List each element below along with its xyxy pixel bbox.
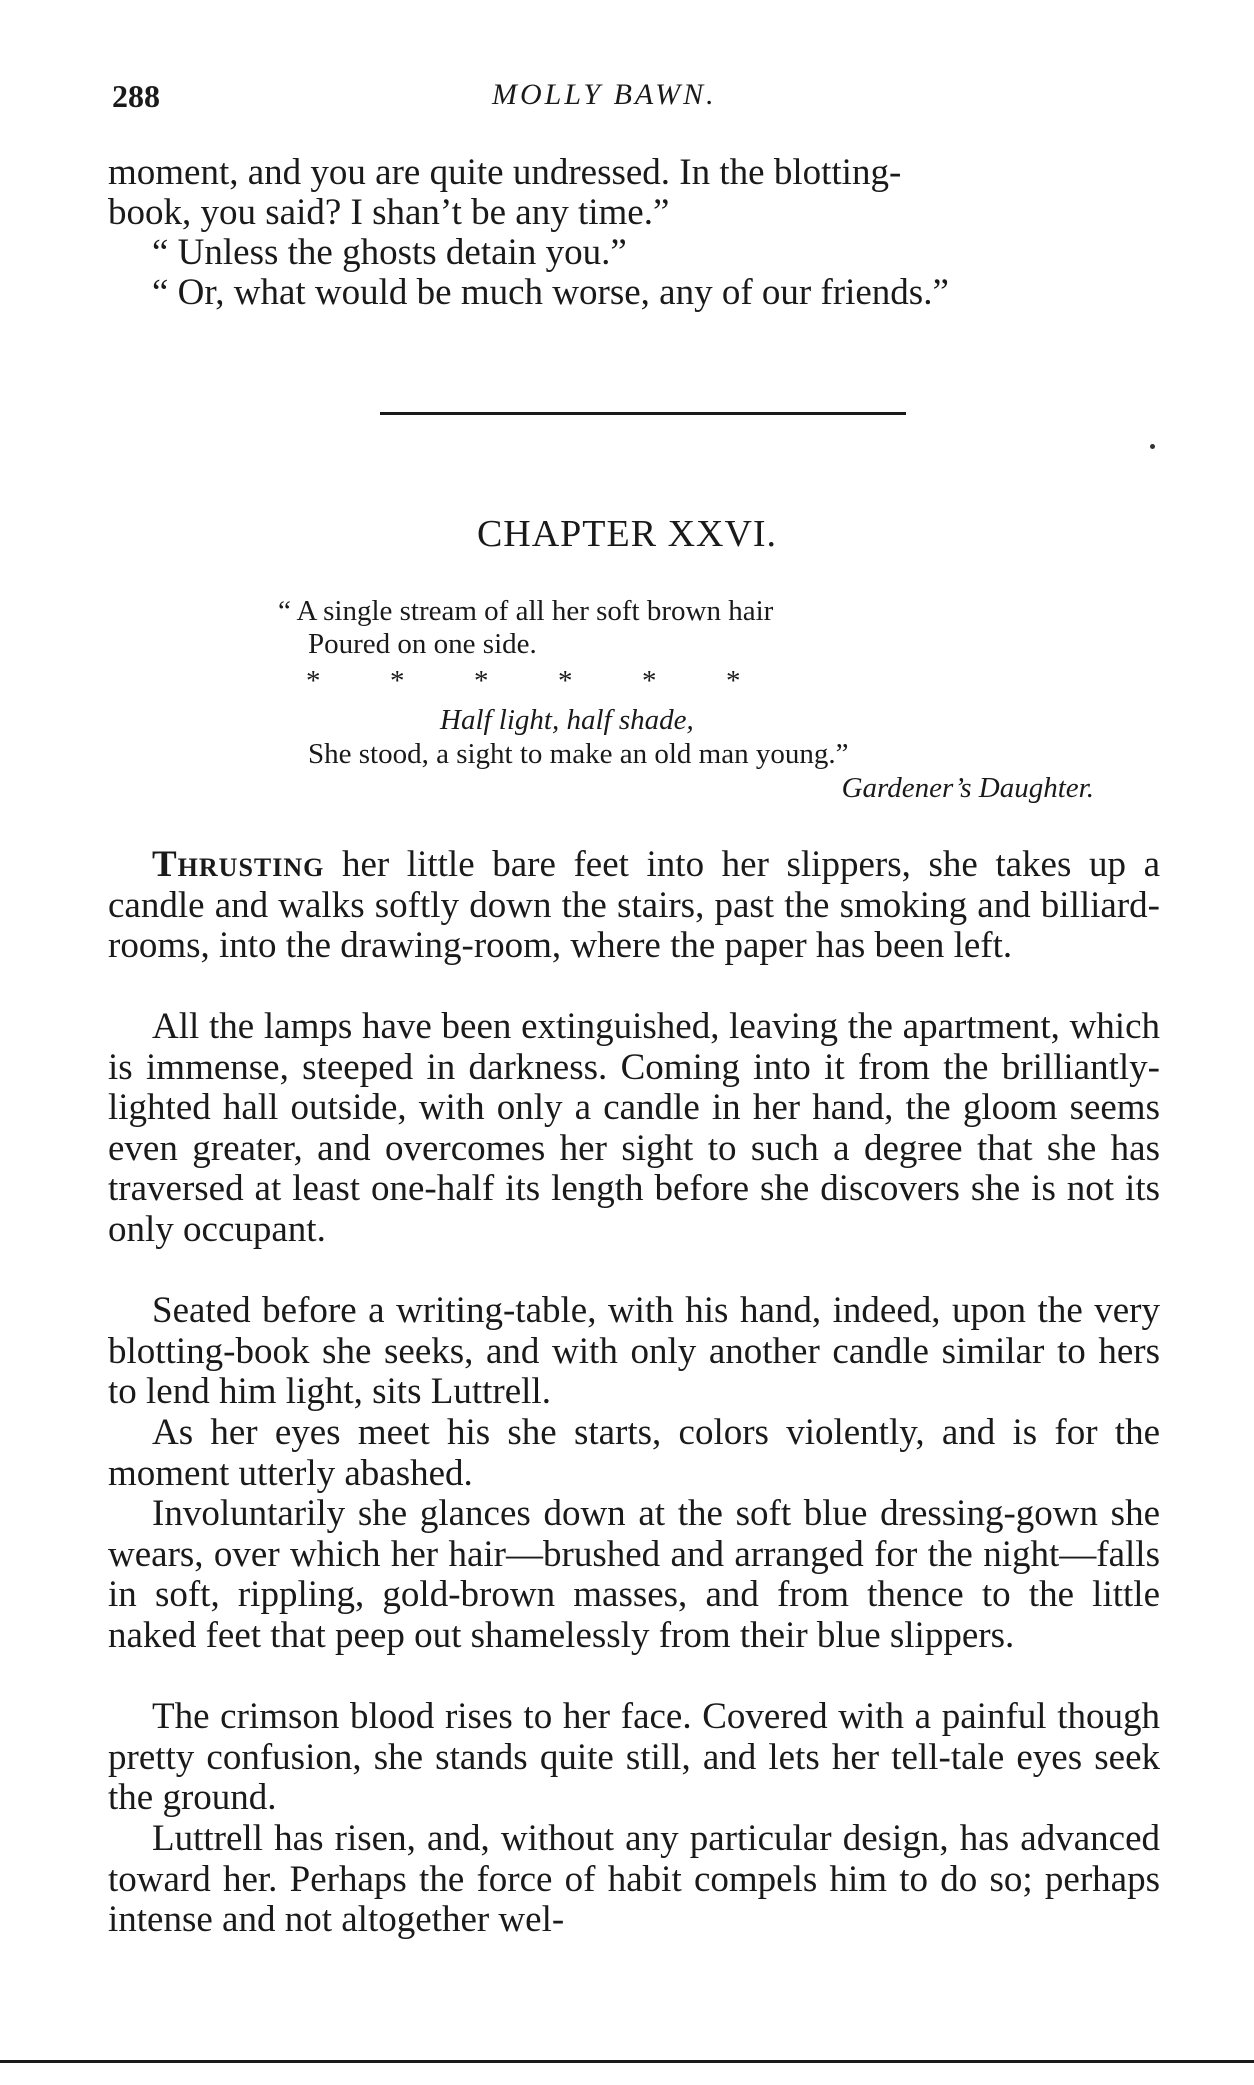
epigraph-line-4: She stood, a sight to make an old man young.” [308,738,849,770]
epigraph-line-1: “ A single stream of all her soft brown hair [278,595,774,627]
print-speck [1150,444,1155,449]
paragraph-2: All the lamps have been extinguished, leaving the apartment, which is immense, steeped in darkness. Coming into it from the brilliantly-lighted hall outside, with only a candle in her hand, the gloom seems even greater, and overcomes her sight to such a degree that she has traversed at least one-half its length before she discovers she is not its only occupant. [108,1006,1160,1250]
epigraph-line-2: Poured on one side. [308,628,537,660]
asterisk: * [642,665,657,697]
epigraph-line-3: Half light, half shade, [440,704,694,736]
asterisk: * [726,665,741,697]
running-title: MOLLY BAWN. [492,78,717,111]
page-number: 288 [112,78,160,114]
paragraph-1 [108,845,1160,967]
page-edge-rule [0,2060,1254,2063]
paragraph-5: Involuntarily she glances down at the soft blue dressing-gown she wears, over which her hair—brushed and arranged for the night—falls in soft, rippling, gold-brown masses, and from thence to the little naked feet that peep out shamelessly from their blue slippers. [108,1493,1160,1656]
asterisk: * [474,665,489,697]
asterisk: * [558,665,573,697]
opening-line-4: “ Or, what would be much worse, any of our friends.” [152,272,949,313]
paragraph-3: Seated before a writing-table, with his hand, indeed, upon the very blotting-book she seeks, and with only another candle similar to hers to lend him light, sits Luttrell. [108,1290,1160,1412]
asterisk: * [390,665,405,697]
epigraph-attribution: Gardener’s Daughter. [841,772,1094,804]
paragraph-1-text: her little bare feet into her slippers, she takes up a candle and walks softly down the stairs, past the smoking and billiard-rooms, into the drawing-room, where the paper has been left. [108,844,1160,966]
page-header [112,78,1164,118]
opening-line-2: book, you said? I shan’t be any time.” [108,192,670,233]
asterisk: * [306,665,321,697]
paragraph-4: As her eyes meet his she starts, colors violently, and is for the moment utterly abashed. [108,1412,1160,1494]
paragraph-1-lead-word: Thrusting [152,844,325,885]
paragraph-7: Luttrell has risen, and, without any particular design, has advanced toward her. Perhaps the force of habit compels him to do so; perhaps intense and not altogether wel- [108,1818,1160,1940]
chapter-title: CHAPTER XXVI. [476,513,778,555]
opening-line-3: “ Unless the ghosts detain you.” [152,232,627,273]
opening-line-1: moment, and you are quite undressed. In the blotting- [108,152,902,193]
paragraph-6: The crimson blood rises to her face. Covered with a painful though pretty confusion, she stands quite still, and lets her tell-tale eyes seek the ground. [108,1696,1160,1818]
epigraph-asterisks [306,665,1126,698]
section-divider [380,412,906,415]
